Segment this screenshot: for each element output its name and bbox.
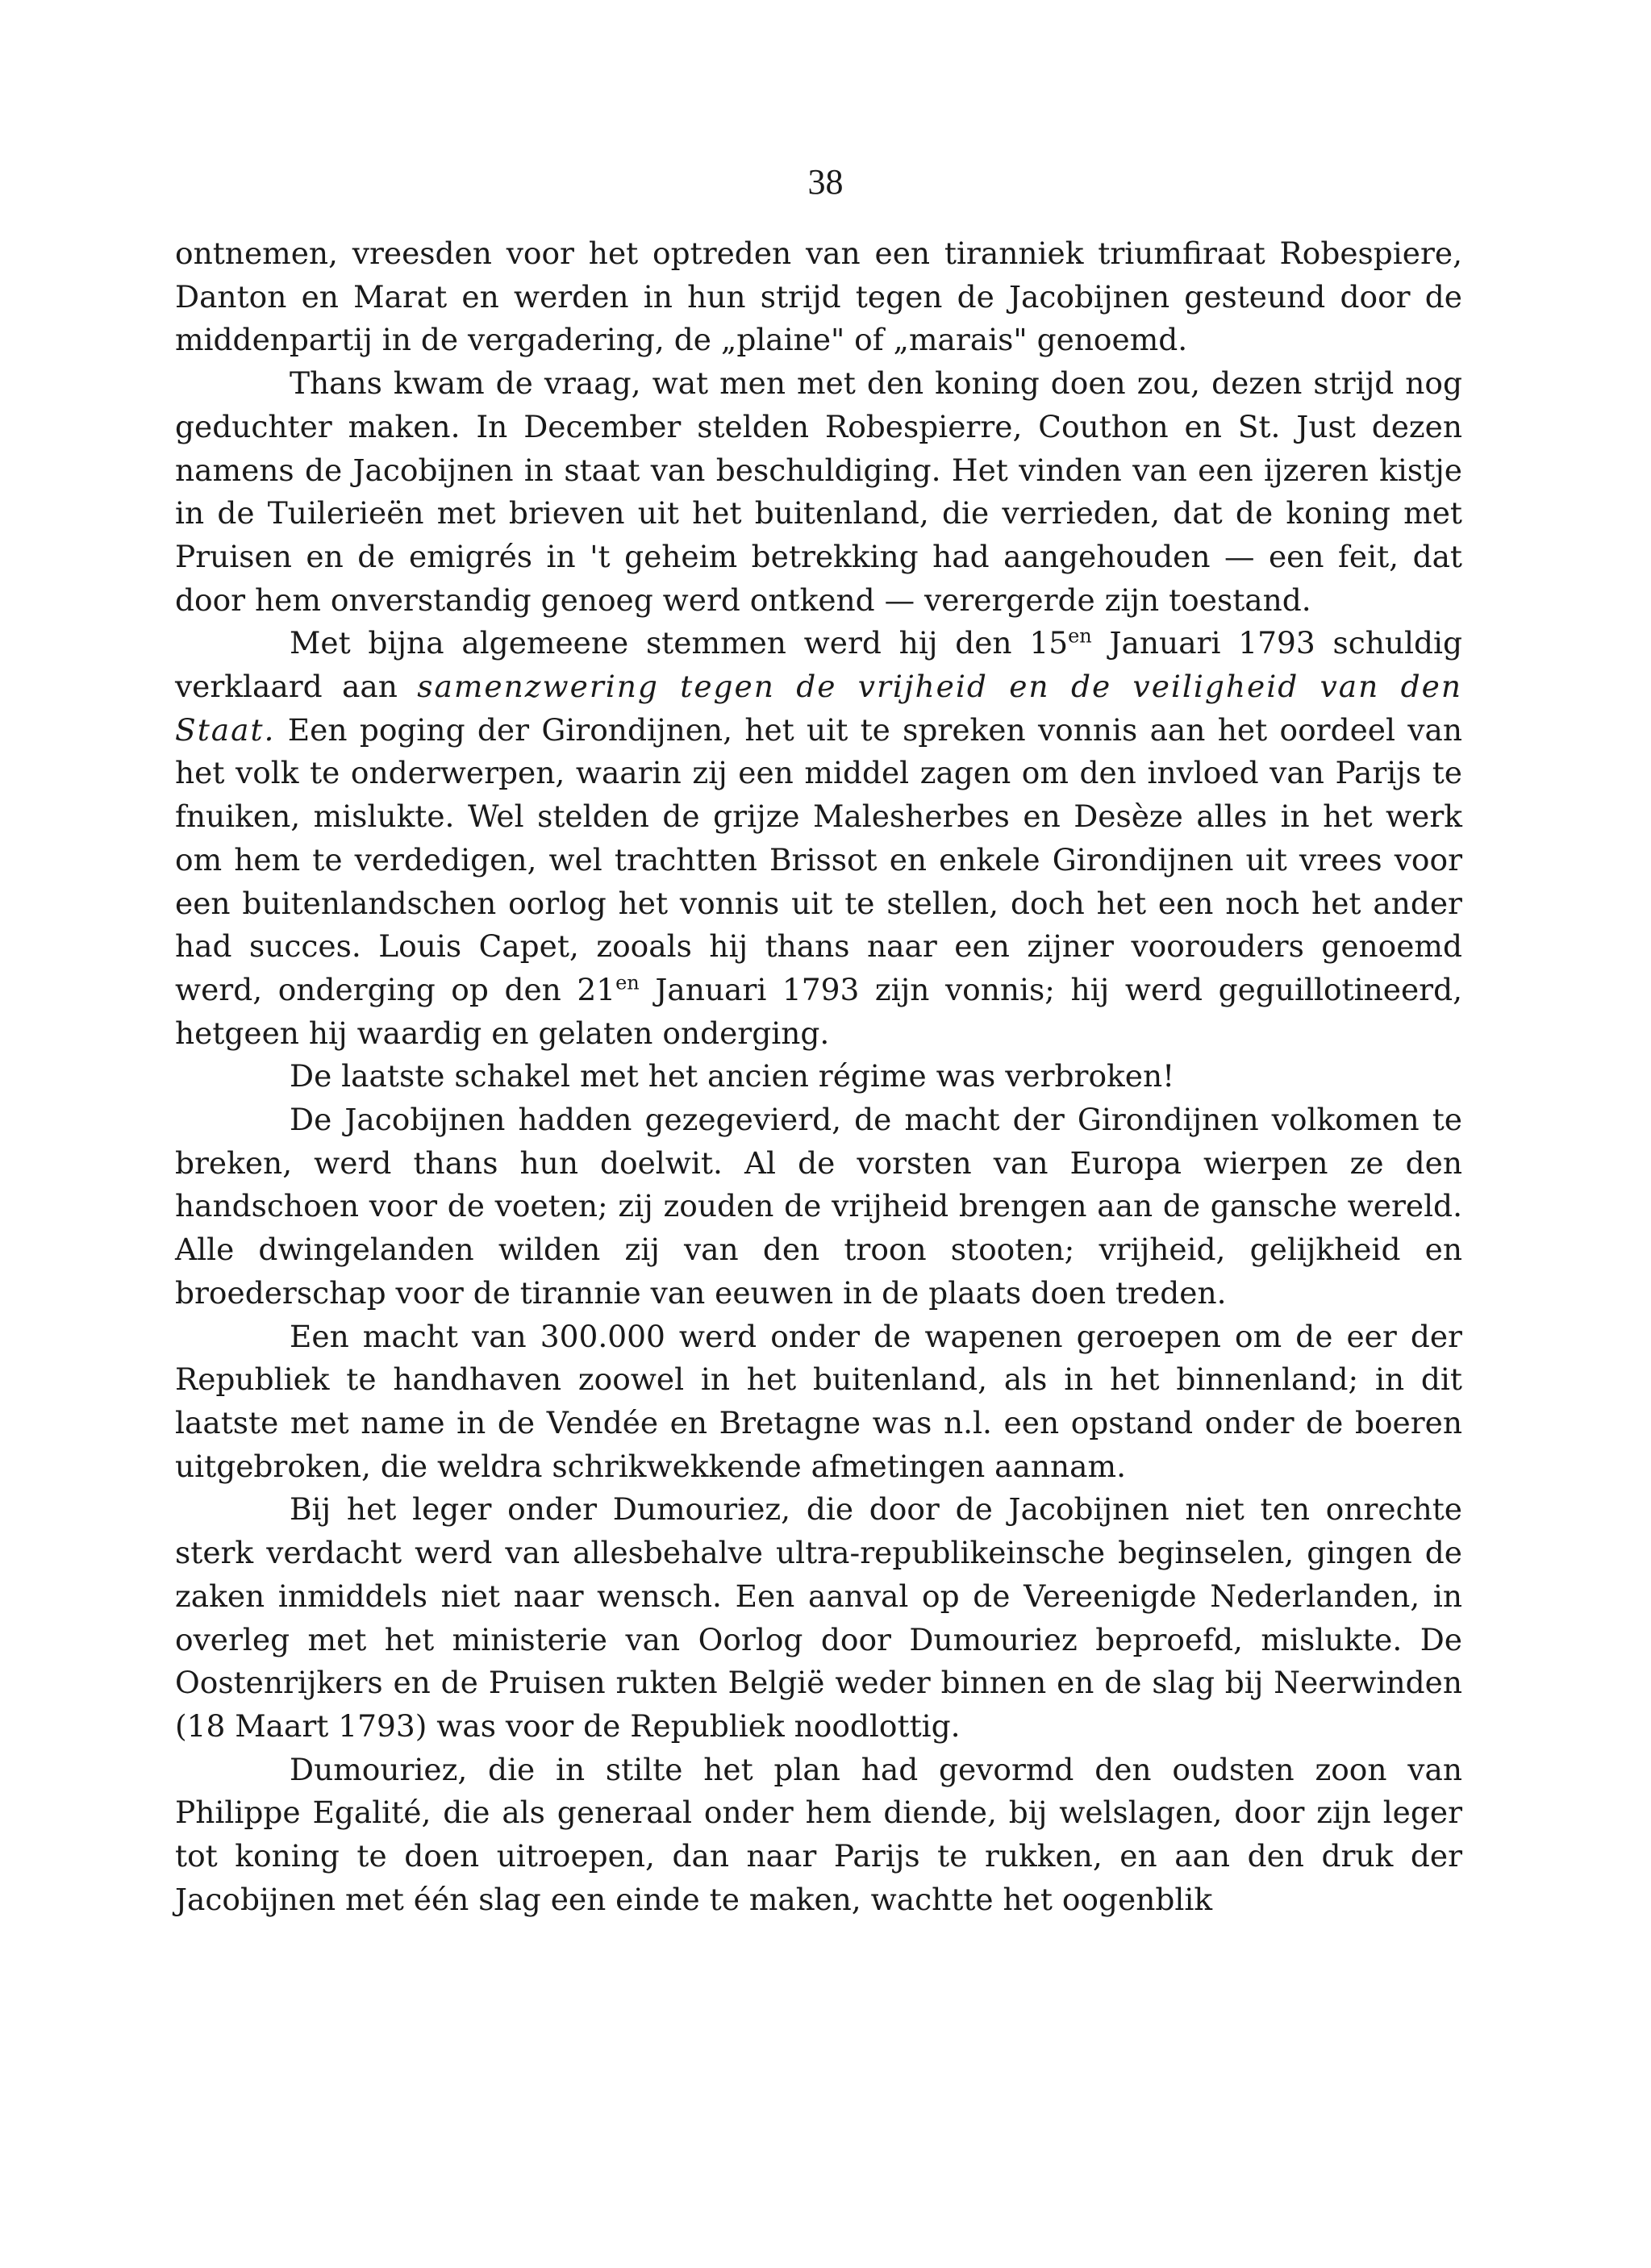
paragraph-text: Een poging der Girondijnen, het uit te spreken vonnis aan het oordeel van het volk te onderwerpen, waarin zij een middel zagen om den invloed van Parijs te fnuiken, mislukte. Wel stelden de grijze Malesherbes en Desèze alles in het werk om hem te verdedigen, wel trachtten Brissot en enkele Girondijnen uit vrees voor een buitenlandschen oorlog het vonnis uit te stellen, doch het een noch het ander had succes. Louis Capet, zooals hij thans naar een zijner voorouders genoemd werd, onderging op den 21 — [175, 711, 1462, 1007]
paragraph-text: De laatste schakel met het ancien régime was verbroken! — [290, 1058, 1175, 1094]
paragraph-text: Dumouriez, die in stilte het plan had gevormd den oudsten zoon van Philippe Egalité, die als generaal onder hem diende, bij welslagen, door zijn leger tot koning te doen uitroepen, dan naar Parijs te rukken, en aan den druk der Jacobijnen met één slag een einde te maken, wachtte het oogenblik — [175, 1751, 1462, 1917]
page-number: 38 — [807, 162, 844, 202]
paragraph — [175, 1749, 1462, 1922]
paragraph-text: De Jacobijnen hadden gezegevierd, de macht der Girondijnen volkomen te breken, werd thans hun doelwit. Al de vorsten van Europa wierpen ze den handschoen voor de voeten; zij zouden de vrijheid brengen aan de gansche wereld. Alle dwingelanden wilden zij van den troon stooten; vrijheid, gelijkheid en broederschap voor de tirannie van eeuwen in de plaats doen treden. — [175, 1102, 1462, 1311]
paragraph-text: Januari 1793 schuldig verklaard aan — [175, 625, 1462, 705]
paragraph — [175, 622, 1462, 1055]
paragraph-text: Met bijna algemeene stemmen werd hij den 15 — [290, 625, 1069, 661]
paragraph-text: Thans kwam de vraag, wat men met den koning doen zou, dezen strijd nog geduchter maken. In December stelden Robespierre, Couthon en St. Just dezen namens de Jacobijnen in staat van beschuldiging. Het vinden van een ijzeren kistje in de Tuilerieën met brieven uit het buitenland, die verrieden, dat de koning met Pruisen en de emigrés in 't geheim betrekking had aangehouden — een feit, dat door hem onverstandig genoeg werd ontkend — verergerde zijn toestand. — [175, 365, 1462, 618]
superscript: en — [615, 971, 640, 994]
paragraph — [175, 1315, 1462, 1489]
body-text — [175, 232, 1462, 1921]
paragraph — [175, 1488, 1462, 1748]
paragraph-text: ontnemen, vreesden voor het optreden van een tiranniek triumfiraat Robespiere, Danton en Marat en werden in hun strijd tegen de Jacobijnen gesteund door de middenpartij in de vergadering, de „plaine" of „marais" genoemd. — [175, 236, 1462, 358]
paragraph — [175, 362, 1462, 622]
paragraph-text: Bij het leger onder Dumouriez, die door de Jacobijnen niet ten onrechte sterk verdacht werd van allesbehalve ultra-republikeinsche beginselen, gingen de zaken inmiddels niet naar wensch. Een aanval op de Vereenigde Nederlanden, in overleg met het ministerie van Oorlog door Dumouriez beproefd, mislukte. De Oostenrijkers en de Pruisen rukten België weder binnen en de slag bij Neerwinden (18 Maart 1793) was voor de Republiek noodlottig. — [175, 1491, 1462, 1744]
paragraph-text: Januari 1793 zijn vonnis; hij werd geguillotineerd, hetgeen hij waardig en gelaten onderging. — [175, 971, 1462, 1051]
paragraph-text: Een macht van 300.000 werd onder de wapenen geroepen om de eer der Republiek te handhaven zoowel in het buitenland, als in het binnenland; in dit laatste met name in de Vendée en Bretagne was n.l. een opstand onder de boeren uitgebroken, die weldra schrikwekkende afmetingen aannam. — [175, 1318, 1462, 1484]
paragraph — [175, 1099, 1462, 1315]
paragraph — [175, 1055, 1462, 1099]
paragraph — [175, 232, 1462, 362]
italic-phrase: samenzwering tegen de vrijheid en de veiligheid van den Staat. — [175, 669, 1462, 748]
superscript: en — [1068, 624, 1092, 648]
